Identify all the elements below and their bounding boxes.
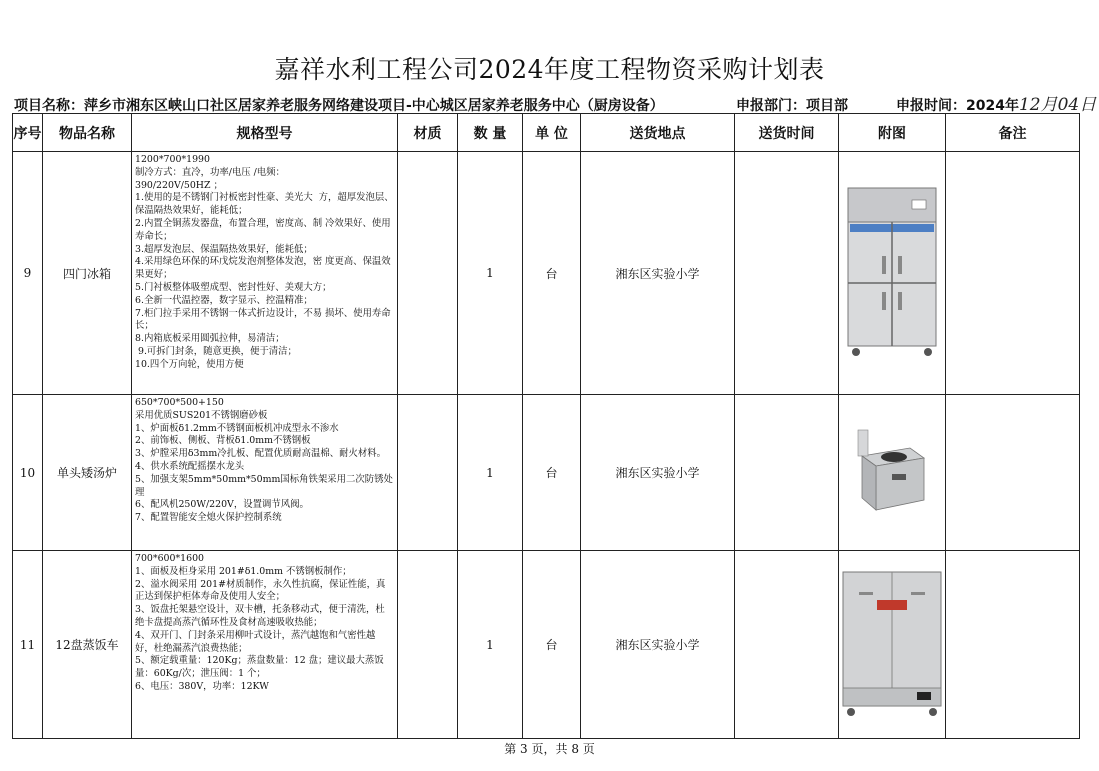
row-spec: 650*700*500+150 采用优质SUS201不锈钢磨砂板 1、炉面板δ1.2mm不锈钢面板机冲成型永不渗水 2、前饰板、侧板、背板δ1.0mm不锈钢板 3、炉膛采用δ3mm冷扎板、配置优质耐高温棉、耐火材料。 4、供水系统配摇摆水龙头 5、加强支架5mm*50mm*50mm国标角铁架采用二次防锈处理 6、配风机250W/220V，设置调节风阀。 7、配置智能安全熄火保护控制系统 (132, 395, 398, 551)
row-location: 湘东区实验小学 (581, 152, 735, 395)
row-time (735, 152, 839, 395)
header-unit: 单 位 (523, 114, 581, 152)
table-row (13, 152, 1080, 395)
page-footer: 第 3 页，共 8 页 (504, 742, 595, 756)
row-picture (839, 551, 946, 739)
row-spec: 1200*700*1990 制冷方式：直冷，功率/电压 /电频： 390/220V/50HZ ； 1.使用的是不锈钢门衬板密封性豪、美光大 方，超厚发泡层、保温隔热效果好，能耗低； 2.内置全铜蒸发器盘，布置合理，密度高、制 冷效果好、使用寿命长； 3.超厚发泡层、保温隔热效果好，能耗低； 4.采用绿色环保的环戊烷发泡剂整体发泡，密 度更高、保温效果更好； 5.门衬板整体吸塑成型、密封性好、美观大方； 6.全新一代温控器，数字显示、控温精准； 7.柜门拉手采用不锈钢一体式折边设计，不易 损坏、使用寿命长； 8.内箱底板采用圆弧拉伸，易清洁； 9.可拆门封条，随意更换，便于清洁； 10.四个万向轮，使用方便 (132, 152, 398, 395)
row-note (946, 551, 1080, 739)
row-material (398, 395, 458, 551)
header-spec: 规格型号 (132, 114, 398, 152)
row-picture (839, 395, 946, 551)
row-no: 11 (13, 551, 43, 739)
row-name: 四门冰箱 (43, 152, 132, 395)
row-name: 单头矮汤炉 (43, 395, 132, 551)
page-title: 嘉祥水利工程公司2024年度工程物资采购计划表 (274, 55, 825, 84)
row-time (735, 551, 839, 739)
row-no: 10 (13, 395, 43, 551)
row-location: 湘东区实验小学 (581, 395, 735, 551)
row-picture (839, 152, 946, 395)
report-date-prefix: 申报时间：2024年 (896, 98, 1019, 114)
table-row (13, 395, 1080, 551)
steam-rice-cabinet-image (839, 570, 945, 720)
row-unit: 台 (523, 395, 581, 551)
header-qty: 数 量 (458, 114, 523, 152)
single-burner-soup-stove-image (852, 428, 932, 518)
row-no: 9 (13, 152, 43, 395)
row-unit: 台 (523, 551, 581, 739)
procurement-table (12, 113, 1080, 739)
four-door-refrigerator-image (842, 186, 942, 361)
header-time: 送货时间 (735, 114, 839, 152)
row-spec: 700*600*1600 1、面板及柜身采用 201#δ1.0mm 不锈钢板制作； 2、溢水阀采用 201#材质制作，永久性抗腐，保证性能，真正达到保护柜体寿命及使用人安全； 3、饭盘托架悬空设计，双卡槽，托条移动式，便于清洗，杜绝卡盘提高蒸汽循环性及食材高速吸收热能； 4、双开门、门封条采用柳叶式设计，蒸汽越饱和气密性越好，杜绝漏蒸汽浪费热能； 5、额定载重量：120Kg；蒸盘数量：12 盘；建议最大蒸饭量：60Kg/次；泄压阀：1 个； 6、电压：380V，功率：12KW (132, 551, 398, 739)
department: 申报部门：项目部 (736, 98, 848, 114)
header-location: 送货地点 (581, 114, 735, 152)
header-picture: 附图 (839, 114, 946, 152)
row-name: 12盘蒸饭车 (43, 551, 132, 739)
row-location: 湘东区实验小学 (581, 551, 735, 739)
report-date (896, 90, 1096, 115)
project-name: 项目名称：萍乡市湘东区峡山口社区居家养老服务网络建设项目-中心城区居家养老服务中心（厨房设备） (14, 98, 664, 114)
header-material: 材质 (398, 114, 458, 152)
row-material (398, 152, 458, 395)
row-qty: 1 (458, 152, 523, 395)
table-row (13, 551, 1080, 739)
table-header-row (13, 114, 1080, 152)
row-unit: 台 (523, 152, 581, 395)
row-qty: 1 (458, 395, 523, 551)
header-note: 备注 (946, 114, 1080, 152)
report-date-handwritten: 12月04日 (1018, 95, 1097, 115)
row-note (946, 152, 1080, 395)
row-note (946, 395, 1080, 551)
row-material (398, 551, 458, 739)
row-time (735, 395, 839, 551)
header-meta (14, 90, 1097, 115)
row-qty: 1 (458, 551, 523, 739)
header-no: 序号 (13, 114, 43, 152)
header-name: 物品名称 (43, 114, 132, 152)
